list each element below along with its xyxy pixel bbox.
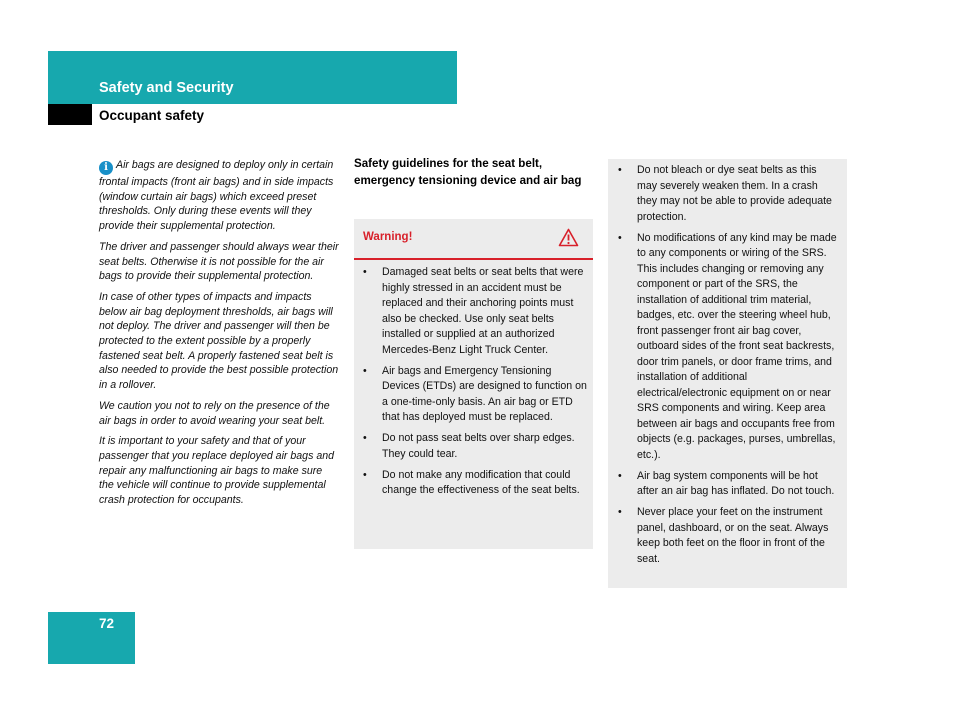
info-paragraph: In case of other types of impacts and impacts below air bag deployment thresholds, air bags will not deploy. The driver and passenger will then be protected to the extent possible by a properly fastened seat belt. A properly fastened seat belt is also needed to provide the best possible protection in a rollover. — [99, 290, 339, 392]
list-item: • Air bag system components will be hot after an air bag has inflated. Do not touch. — [618, 469, 835, 497]
warning-list — [354, 260, 593, 499]
info-paragraph: It is important to your safety and that of your passenger that you replace deployed air bags and repair any malfunctioning air bags to make sure the vehicle will continue to provide supplemental crash protection for occupants. — [99, 435, 334, 507]
header-band — [48, 51, 457, 104]
continued-warning-box — [608, 159, 847, 588]
warning-label: Warning! — [363, 231, 413, 243]
list-item: • Air bags and Emergency Tensioning Devices (ETDs) are designed to function on a one-time-only basis. An air bag or ETD that has deployed must be replaced. — [363, 364, 587, 423]
warning-box — [354, 219, 593, 549]
info-paragraph: The driver and passenger should always wear their seat belts. Otherwise it is not possible for the air bags to provide their supplemental protection. — [99, 240, 339, 283]
list-item: • No modifications of any kind may be made to any components or wiring of the SRS. This includes changing or removing any component or part of the SRS, the installation of additional trim material, badges, etc. over the steering wheel hub, front passenger front air bag cover, outboard sides of the front seat backrests, door trim panels, or door frame trims, and installation of additional electrical/electronic equipment on or near SRS components and wiring. Keep area between air bags and occupants free from objects (e.g. packages, purses, umbrellas, etc.). — [618, 231, 837, 461]
info-paragraph: i Air bags are designed to deploy only in certain frontal impacts (front air bags) and in side impacts (window curtain air bags) which exceed preset thresholds. Only during these events will they provide their supplemental protection. — [99, 159, 334, 233]
info-icon: i — [99, 161, 113, 175]
warning-header — [354, 219, 593, 260]
section-marker — [48, 104, 92, 125]
page-tab — [48, 612, 135, 664]
guidelines-heading: Safety guidelines for the seat belt, emergency tensioning device and air bag — [354, 157, 582, 187]
list-item: • Do not make any modification that could change the effectiveness of the seat belts. — [363, 468, 580, 496]
page-number: 72 — [99, 616, 115, 631]
info-paragraph: We caution you not to rely on the presence of the air bags in order to avoid wearing your seat belt. — [99, 399, 330, 427]
list-item: • Damaged seat belts or seat belts that were highly stressed in an accident must be replaced and their anchoring points must also be checked. Use only seat belts installed or supplied at an authorized Mercedes-Benz Light Truck Center. — [363, 266, 584, 356]
warning-triangle-icon — [558, 228, 579, 247]
list-item: • Never place your feet on the instrument panel, dashboard, or on the seat. Always keep both feet on the floor in front of the seat. — [618, 506, 829, 565]
list-item: • Do not bleach or dye seat belts as this may severely weaken them. In a crash they may not be able to provide adequate protection. — [618, 164, 832, 223]
continued-list — [608, 159, 847, 567]
section-title: Safety and Security — [99, 80, 234, 96]
info-column — [99, 158, 339, 514]
list-item: • Do not pass seat belts over sharp edges. They could tear. — [363, 432, 575, 460]
subsection-title: Occupant safety — [99, 108, 205, 123]
